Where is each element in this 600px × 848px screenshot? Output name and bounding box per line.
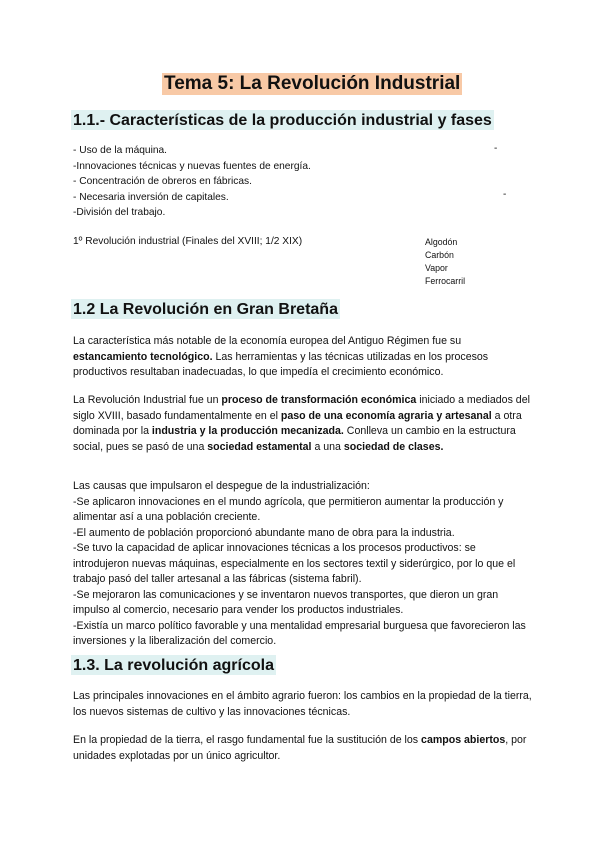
right-mark: - <box>503 189 507 200</box>
list-item: -Existía un marco político favorable y una mentalidad empresarial burguesa que favorecieron las inversiones y la liberalización del comercio. <box>73 619 526 647</box>
paragraph-3: Las principales innovaciones en el ámbito agrario fueron: los cambios en la propiedad de la tierra, los nuevos sistemas de cultivo y las innovaciones técnicas. <box>73 690 532 718</box>
page-title: Tema 5: La Revolución Industrial <box>164 73 461 94</box>
list-item: Ferrocarril <box>425 276 466 286</box>
list-item: Algodón <box>425 237 458 247</box>
list-item: -División del trabajo. <box>73 207 166 218</box>
list-item: Vapor <box>425 263 448 273</box>
list-item: - Necesaria inversión de capitales. <box>73 191 229 203</box>
list-item: -Innovaciones técnicas y nuevas fuentes de energía. <box>73 160 311 172</box>
list-item: -Se aplicaron innovaciones en el mundo agrícola, que permitieron aumentar la producción y alimentar así a una población creciente. <box>73 495 504 523</box>
section-heading-1: 1.1.- Características de la producción industrial y fases <box>73 112 492 129</box>
phase-list <box>425 236 465 288</box>
list-item: -Se mejoraron las comunicaciones y se inventaron nuevos transportes, que dieron un gran impulso al comercio, necesario para vender los productos industriales. <box>73 588 499 616</box>
section-heading-2: 1.2 La Revolución en Gran Bretaña <box>73 301 338 318</box>
feature-list <box>73 143 311 221</box>
phase-label: 1º Revolución industrial (Finales del XVIII; 1/2 XIX) <box>73 236 303 247</box>
causes-paragraph <box>73 479 533 650</box>
list-item: - Uso de la máquina. <box>73 145 168 156</box>
paragraph-1: La característica más notable de la economía europea del Antiguo Régimen fue su estancamiento tecnológico. Las herramientas y las técnicas utilizadas en los procesos productivos resultaban inadecuadas, lo que impedía el crecimiento económico. <box>73 335 489 378</box>
paragraph-2: La Revolución Industrial fue un proceso de transformación económica iniciado a mediados del siglo XVIII, basado fundamentalmente en el paso de una economía agraria y artesanal a otra dominada por la industria y la producción mecanizada. Conlleva un cambio en la estructura social, pues se pasó de una sociedad estamental a una sociedad de clases. <box>73 394 530 453</box>
list-item: - Concentración de obreros en fábricas. <box>73 176 252 187</box>
section-heading-3: 1.3. La revolución agrícola <box>73 657 274 674</box>
paragraph-4: En la propiedad de la tierra, el rasgo fundamental fue la sustitución de los campos abiertos, por unidades explotadas por un único agricultor. <box>73 734 527 762</box>
list-item: -El aumento de población proporcionó abundante mano de obra para la industria. <box>73 526 455 539</box>
right-mark: - <box>494 143 498 154</box>
list-item: -Se tuvo la capacidad de aplicar innovaciones técnicas a los procesos productivos: se introdujeron nuevas máquinas, especialmente en los sectores textil y siderúrgico, por lo que el trabajo pasó del taller artesanal a las fábricas (sistema fabril). <box>73 542 516 585</box>
causes-intro: Las causas que impulsaron el despegue de la industrialización: <box>73 480 370 492</box>
list-item: Carbón <box>425 250 454 260</box>
